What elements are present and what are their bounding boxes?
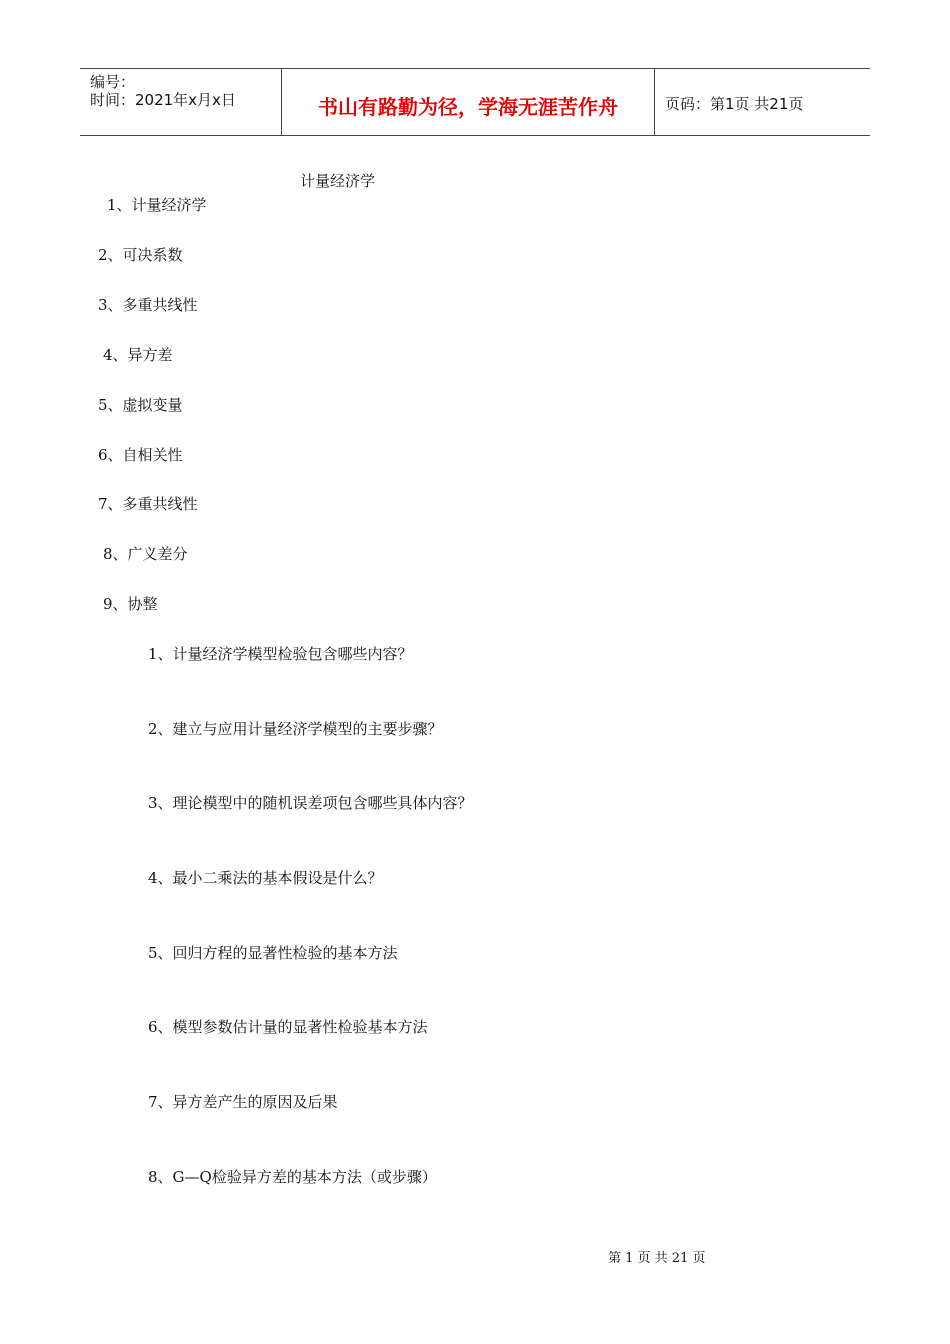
document-number-label: 编号：	[90, 73, 136, 91]
term-item: 1、计量经济学	[107, 196, 207, 214]
term-item: 9、协整	[103, 595, 158, 613]
term-item: 3、多重共线性	[98, 296, 198, 314]
page-header	[80, 68, 870, 136]
question-item: 2、建立与应用计量经济学模型的主要步骤？	[148, 720, 443, 738]
question-item: 1、计量经济学模型检验包含哪些内容？	[148, 645, 413, 663]
term-item: 8、广义差分	[103, 545, 188, 563]
term-item: 7、多重共线性	[98, 495, 198, 513]
question-item: 5、回归方程的显著性检验的基本方法	[148, 944, 398, 962]
term-item: 2、可决系数	[98, 246, 183, 264]
header-page-code: 页码：第1页 共21页	[665, 94, 804, 113]
header-info-cell	[80, 69, 282, 135]
term-item: 4、异方差	[103, 346, 173, 364]
document-title: 计量经济学	[300, 172, 376, 190]
question-item: 4、最小二乘法的基本假设是什么？	[148, 869, 383, 887]
question-item: 7、异方差产生的原因及后果	[148, 1093, 338, 1111]
page-footer: 第 1 页 共 21 页	[608, 1251, 706, 1266]
question-item: 3、理论模型中的随机误差项包含哪些具体内容？	[148, 794, 473, 812]
term-item: 5、虚拟变量	[98, 396, 183, 414]
header-motto: 书山有路勤为径，学海无涯苦作舟	[282, 69, 655, 135]
term-item: 6、自相关性	[98, 446, 183, 464]
document-date: 时间：2021年x月x日	[90, 91, 236, 109]
question-item: 6、模型参数估计量的显著性检验基本方法	[148, 1018, 428, 1036]
question-item: 8、G—Q检验异方差的基本方法（或步骤）	[148, 1168, 437, 1186]
